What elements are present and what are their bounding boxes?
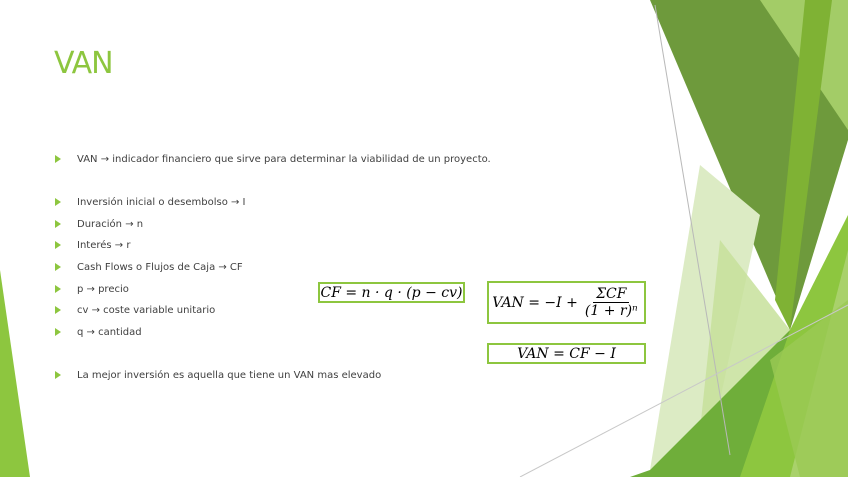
bullet-item [55, 197, 246, 209]
bullet-arrow-icon [55, 220, 61, 228]
bullet-item [55, 284, 129, 296]
formula-van-fraction [582, 286, 641, 319]
formula-van-simple-text: VAN = CF − I [517, 345, 616, 362]
bullet-text: q → cantidad [77, 327, 142, 338]
bullet-text: La mejor inversión es aquella que tiene un VAN mas elevado [77, 370, 382, 381]
bullet-text: p → precio [77, 284, 129, 295]
bullet-arrow-icon [55, 371, 61, 379]
formula-van-simple [487, 343, 646, 364]
formula-van-numerator: ΣCF [593, 286, 629, 303]
formula-cf-text: CF = n · q · (p − cv) [320, 284, 463, 301]
bullet-arrow-icon [55, 263, 61, 271]
formula-cf [318, 282, 465, 303]
bullet-item [55, 327, 142, 339]
bullet-text: cv → coste variable unitario [77, 305, 216, 316]
bullet-arrow-icon [55, 328, 61, 336]
bullet-arrow-icon [55, 285, 61, 293]
bullet-text: Interés → r [77, 240, 131, 251]
slide-title: VAN [54, 46, 113, 81]
bullet-item [55, 370, 381, 382]
bullet-text: Cash Flows o Flujos de Caja → CF [77, 262, 243, 273]
bullet-text: VAN → indicador financiero que sirve para determinar la viabilidad de un proyecto. [77, 154, 491, 165]
left-green-sliver [0, 270, 30, 477]
bullet-item [55, 240, 130, 252]
bullet-arrow-icon [55, 198, 61, 206]
bullet-arrow-icon [55, 306, 61, 314]
bullet-item [55, 305, 215, 317]
bullet-arrow-icon [55, 155, 61, 163]
formula-van-lhs: VAN = −I + [492, 294, 578, 311]
bullet-item [55, 219, 143, 231]
bullet-arrow-icon [55, 241, 61, 249]
formula-van [487, 281, 646, 324]
formula-van-denominator: (1 + r)ⁿ [584, 303, 638, 319]
bullet-item [55, 262, 243, 274]
bullet-text: Duración → n [77, 219, 144, 230]
bullet-text: Inversión inicial o desembolso → I [77, 197, 246, 208]
bullet-item [55, 154, 491, 166]
